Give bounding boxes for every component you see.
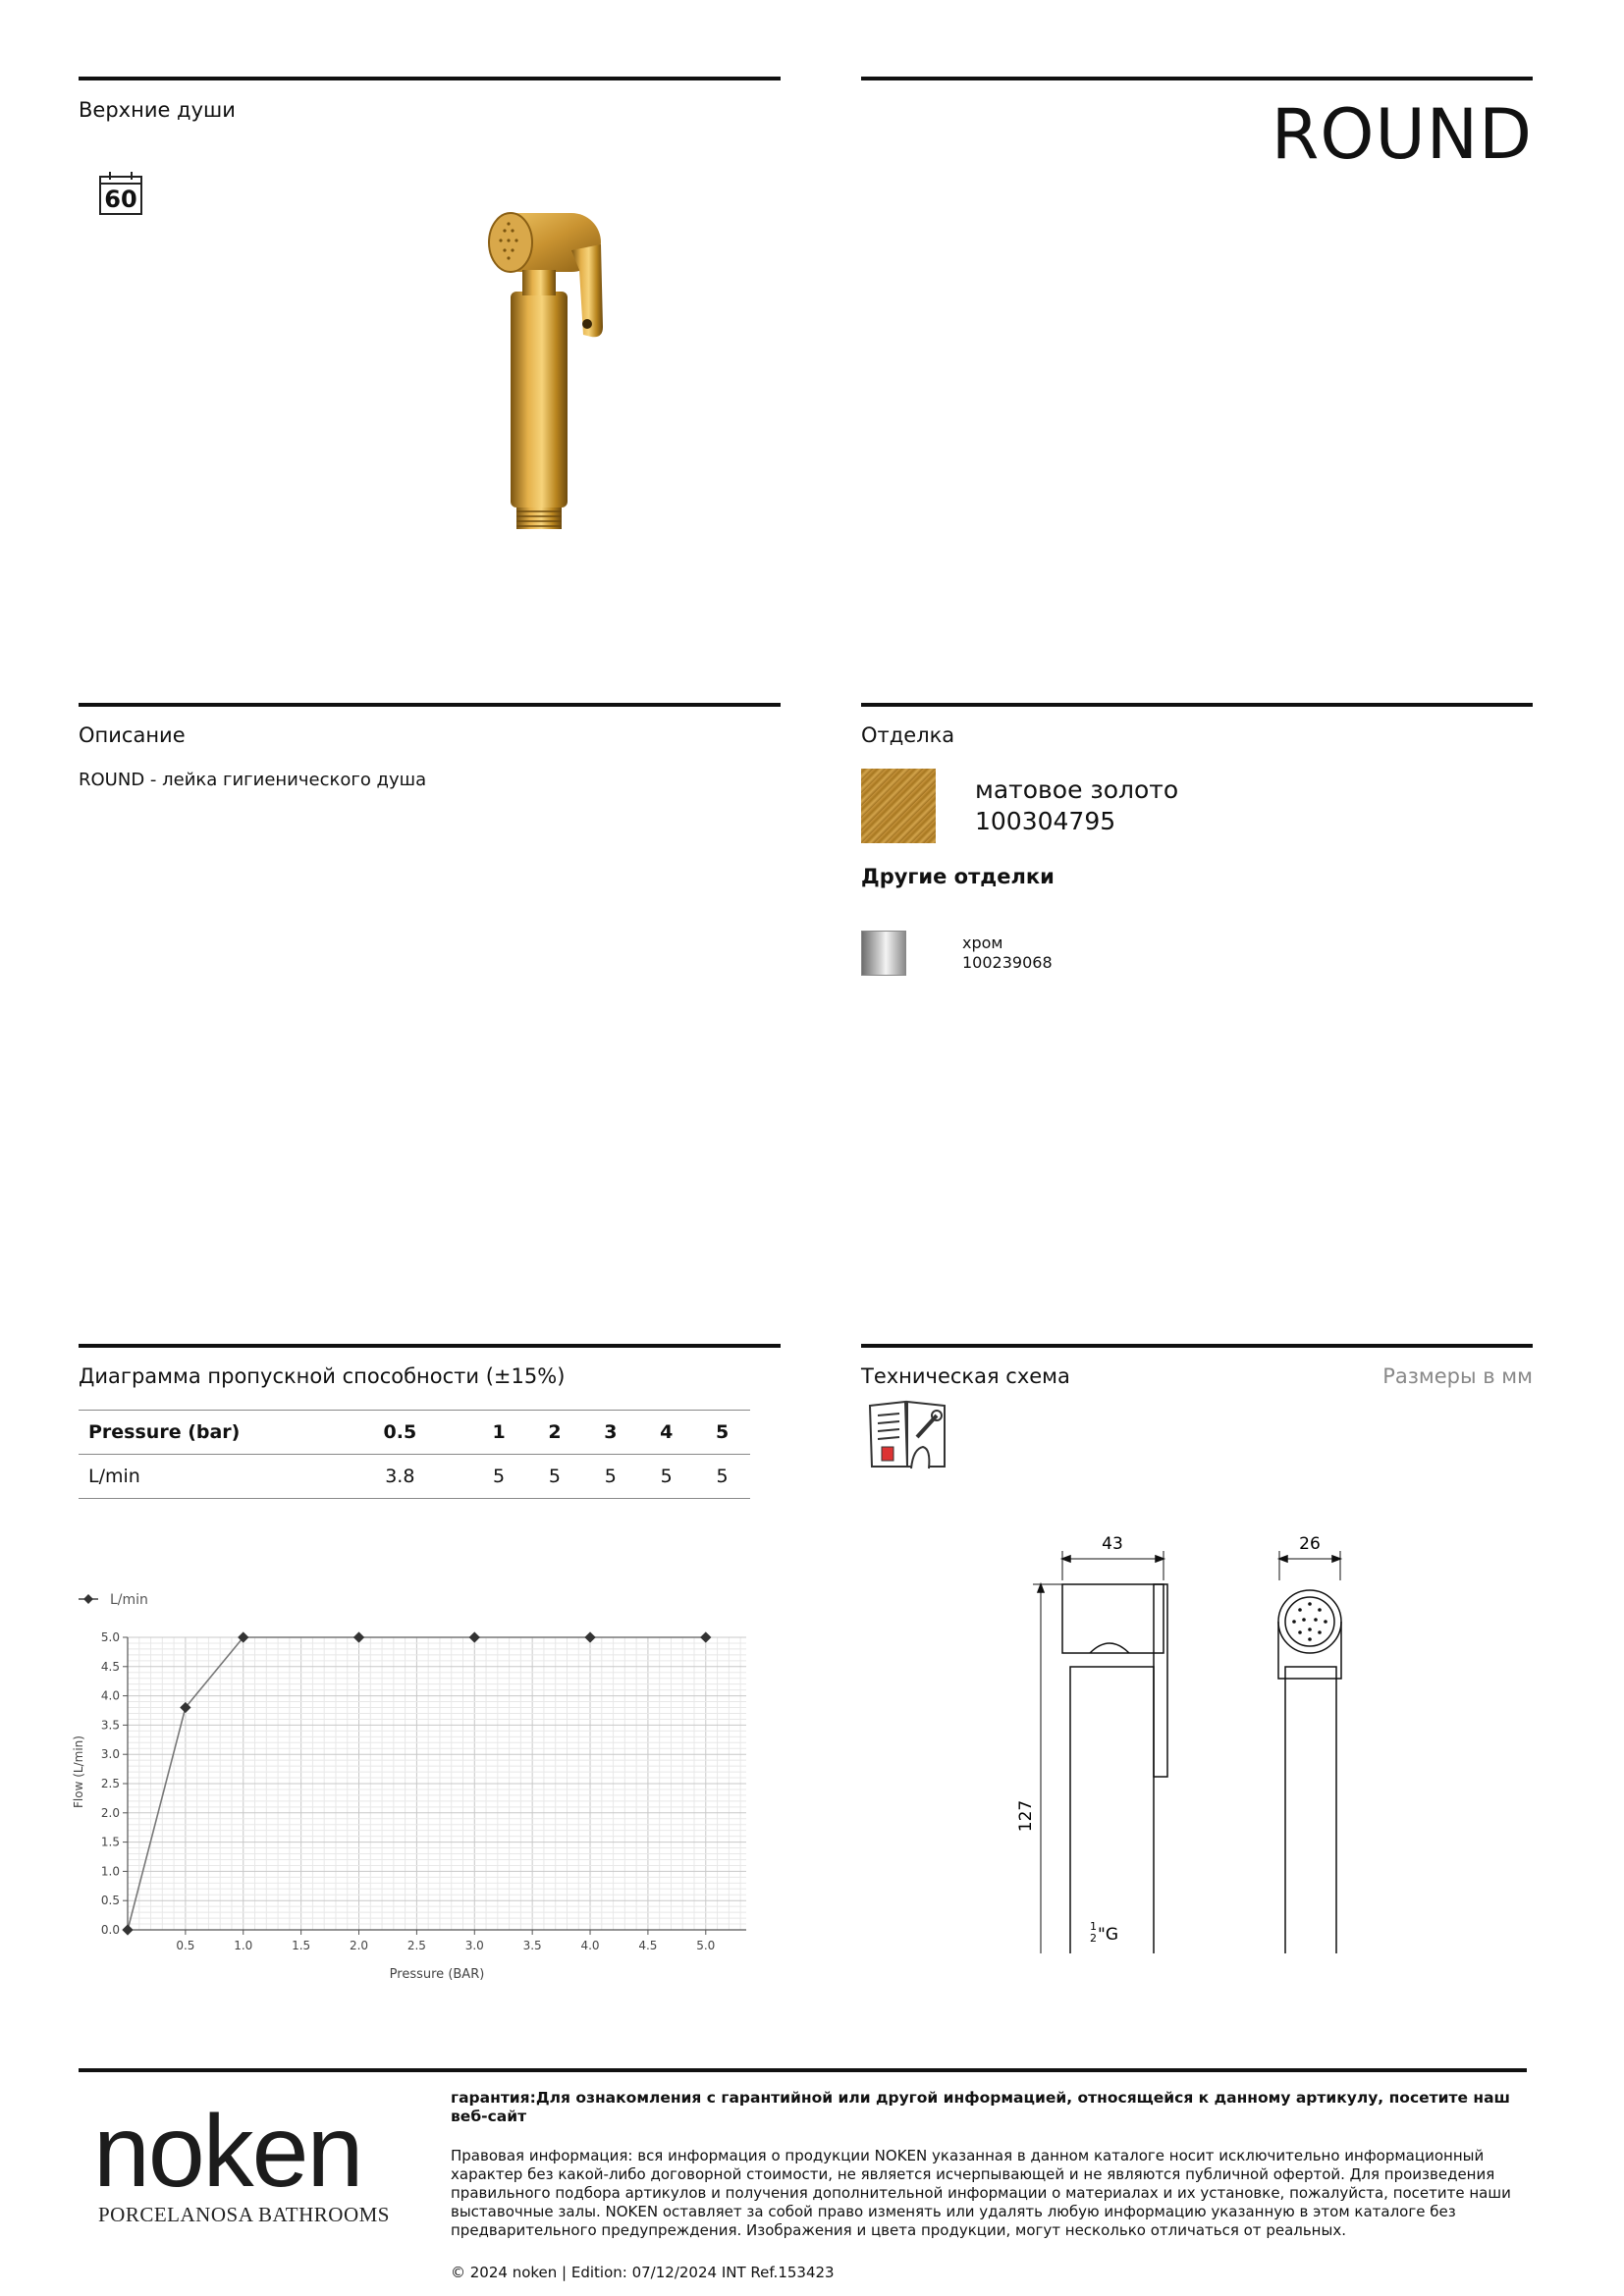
table-cell: 2 [527, 1411, 583, 1455]
other-finish-name: хром [962, 934, 1003, 952]
finish-swatch-chrome[interactable] [861, 931, 906, 976]
y-tick-label: 2.5 [100, 1777, 120, 1790]
warranty-60-icon [99, 171, 142, 216]
x-tick-label: 2.0 [349, 1939, 369, 1952]
table-cell: 0.5 [329, 1411, 471, 1455]
legal-note: Правовая информация: вся информация о продукции NOKEN указанная в данном каталоге носит исключительно информационный характер без какой-либо договорной стоимости, не является исчерпывающей и не являются публичной офертой. Для произведения правильного подбора артикулов и получения дополнительной информации о материалах и их установке, пожалуйста, посетите наши выставочные залы. NOKEN оставляет за собой право изменять или удалять любую информацию указанную в этом каталоге без предварительного предупреждения. Изображения и цвета продукции, могут несколько отличаться от реальных. [451, 2147, 1511, 2239]
y-tick-label: 5.0 [100, 1630, 120, 1644]
finish-rule [861, 703, 1533, 707]
y-tick-label: 0.5 [100, 1894, 120, 1908]
units-note: Размеры в мм [1382, 1364, 1533, 1388]
top-right-rule [861, 77, 1533, 80]
dimension-depth: 26 [1299, 1534, 1321, 1554]
description-title: Описание [79, 723, 186, 747]
product-photo [481, 201, 619, 535]
table-cell: 5 [471, 1455, 527, 1499]
table-cell: 3.8 [329, 1455, 471, 1499]
table-row [79, 1411, 750, 1455]
table-cell: 5 [582, 1455, 638, 1499]
svg-text:"G: "G [1098, 1925, 1118, 1945]
data-point [700, 1631, 711, 1642]
logo-main-text: noken [93, 2095, 362, 2209]
category-title: Верхние души [79, 98, 236, 122]
y-tick-label: 2.0 [100, 1805, 120, 1820]
pressure-row-label: Pressure (bar) [79, 1411, 329, 1455]
finish-swatch-matte-gold [861, 769, 936, 843]
x-tick-label: 3.5 [522, 1939, 542, 1952]
tech-rule [861, 1344, 1533, 1348]
spray-holes [1292, 1602, 1327, 1641]
product-name: ROUND [1271, 94, 1533, 175]
manual-icon[interactable] [866, 1398, 950, 1470]
finish-current-name: матовое золото [975, 775, 1179, 804]
copyright-note: © 2024 noken | Edition: 07/12/2024 INT Ref.153423 [451, 2264, 835, 2281]
table-cell: 1 [471, 1411, 527, 1455]
y-tick-label: 4.0 [100, 1688, 120, 1703]
y-tick-label: 4.5 [100, 1659, 120, 1674]
table-cell: 4 [638, 1411, 694, 1455]
flow-row-label: L/min [79, 1455, 329, 1499]
other-finish-code: 100239068 [962, 953, 1053, 972]
x-tick-label: 0.5 [176, 1939, 195, 1952]
table-cell: 5 [694, 1455, 750, 1499]
flow-table [79, 1410, 750, 1499]
chart-legend [79, 1592, 148, 1608]
flow-title: Диаграмма пропускной способности (±15%) [79, 1364, 566, 1388]
table-cell: 3 [582, 1411, 638, 1455]
y-tick-label: 1.0 [100, 1864, 120, 1879]
noken-logo[interactable] [93, 2095, 417, 2227]
warranty-note: гарантия:Для ознакомления с гарантийной или другой информацией, относящейся к данному артикулу, посетите наш веб-сайт [451, 2089, 1511, 2125]
thread-label [1090, 1920, 1118, 1945]
footer-rule [79, 2068, 1527, 2072]
y-tick-label: 3.0 [100, 1747, 120, 1762]
legend-label: L/min [110, 1592, 148, 1608]
svg-text:1: 1 [1090, 1920, 1097, 1933]
x-tick-label: 5.0 [696, 1939, 716, 1952]
flow-chart [59, 1571, 766, 1983]
technical-drawing [1011, 1531, 1384, 1953]
flow-rule [79, 1344, 781, 1348]
finish-current-code: 100304795 [975, 807, 1116, 835]
other-finishes-title: Другие отделки [861, 865, 1055, 888]
x-tick-label: 3.0 [464, 1939, 484, 1952]
table-cell: 5 [527, 1455, 583, 1499]
x-tick-label: 4.5 [638, 1939, 658, 1952]
table-row [79, 1455, 750, 1499]
finish-title: Отделка [861, 723, 955, 747]
data-point [469, 1631, 480, 1642]
dimension-height: 127 [1016, 1799, 1036, 1833]
x-tick-label: 2.5 [406, 1939, 426, 1952]
warranty-60-label: 60 [104, 186, 137, 213]
data-point [122, 1924, 133, 1935]
y-tick-label: 1.5 [100, 1835, 120, 1849]
top-left-rule [79, 77, 781, 80]
side-view [1033, 1551, 1167, 1953]
logo-sub-text: PORCELANOSA BATHROOMS [98, 2203, 390, 2226]
x-axis-label: Pressure (BAR) [389, 1967, 485, 1982]
dimension-width: 43 [1102, 1534, 1123, 1554]
y-tick-label: 3.5 [100, 1718, 120, 1733]
table-cell: 5 [694, 1411, 750, 1455]
description-rule [79, 703, 781, 707]
x-tick-label: 1.0 [234, 1939, 253, 1952]
x-tick-label: 1.5 [292, 1939, 311, 1952]
y-tick-label: 0.0 [100, 1923, 120, 1937]
chart-grid [128, 1637, 746, 1930]
data-point [353, 1631, 364, 1642]
table-cell: 5 [638, 1455, 694, 1499]
front-view [1278, 1551, 1341, 1953]
y-axis-label: Flow (L/min) [72, 1735, 85, 1808]
svg-text:2: 2 [1090, 1932, 1097, 1945]
data-point [584, 1631, 595, 1642]
description-text: ROUND - лейка гигиенического душа [79, 770, 427, 790]
tech-title: Техническая схема [861, 1364, 1070, 1388]
x-tick-label: 4.0 [580, 1939, 600, 1952]
